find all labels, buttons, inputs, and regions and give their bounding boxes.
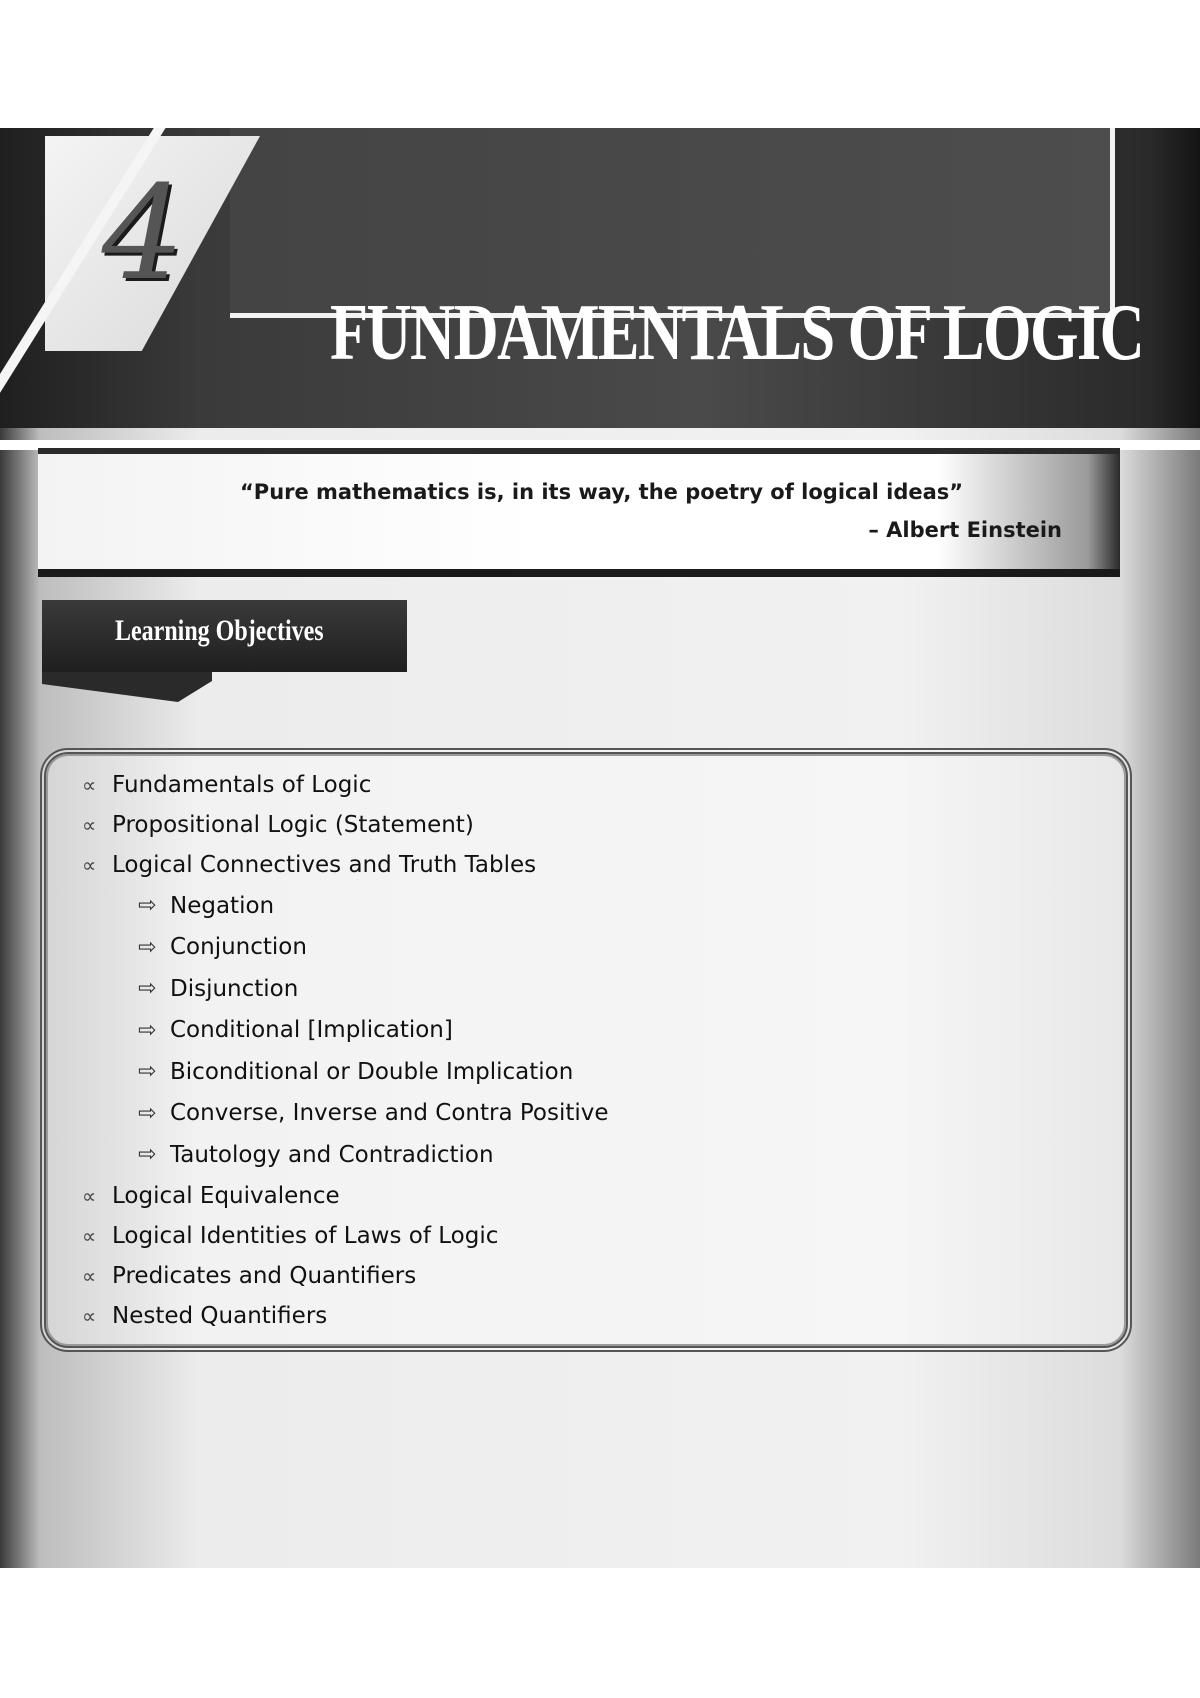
arrow-bullet-icon: ⇨ bbox=[138, 893, 157, 919]
list-item bbox=[82, 1296, 609, 1336]
list-item-label: Logical Equivalence bbox=[112, 1182, 340, 1209]
quote-text: “Pure mathematics is, in its way, the poetry of logical ideas” bbox=[240, 480, 964, 504]
arrow-bullet-icon: ⇨ bbox=[138, 934, 157, 960]
cs-bullet-icon: ∝ bbox=[82, 1263, 97, 1288]
list-item-label: Negation bbox=[170, 892, 275, 919]
list-item bbox=[82, 1134, 609, 1176]
cs-bullet-icon: ∝ bbox=[82, 813, 97, 837]
list-item bbox=[82, 1216, 609, 1256]
list-item-label: Propositional Logic (Statement) bbox=[112, 812, 474, 838]
list-item-label: Tautology and Contradiction bbox=[170, 1141, 494, 1168]
chapter-title: FUNDAMENTALS OF LOGIC bbox=[330, 289, 1144, 377]
objectives-list bbox=[82, 765, 609, 1336]
cs-bullet-icon: ∝ bbox=[82, 1223, 97, 1248]
list-item bbox=[82, 885, 609, 927]
list-item bbox=[82, 805, 609, 845]
list-item-label: Fundamentals of Logic bbox=[112, 772, 372, 798]
list-item-label: Conditional [Implication] bbox=[170, 1017, 453, 1044]
list-item bbox=[82, 1176, 609, 1216]
list-item-label: Logical Identities of Laws of Logic bbox=[112, 1222, 499, 1249]
list-item bbox=[82, 1010, 609, 1052]
quote-author: – Albert Einstein bbox=[868, 518, 1062, 542]
cs-bullet-icon: ∝ bbox=[82, 1303, 97, 1328]
list-item bbox=[82, 968, 609, 1010]
list-item-label: Converse, Inverse and Contra Positive bbox=[170, 1100, 609, 1127]
arrow-bullet-icon: ⇨ bbox=[138, 1017, 157, 1043]
cs-bullet-icon: ∝ bbox=[82, 773, 97, 797]
list-item bbox=[82, 1051, 609, 1093]
list-item bbox=[82, 1256, 609, 1296]
list-item bbox=[82, 927, 609, 969]
quote-box bbox=[38, 448, 1120, 577]
arrow-bullet-icon: ⇨ bbox=[138, 1059, 157, 1085]
list-item-label: Nested Quantifiers bbox=[112, 1302, 328, 1329]
list-item bbox=[82, 845, 609, 885]
learning-objectives-heading: Learning Objectives bbox=[115, 614, 324, 647]
arrow-bullet-icon: ⇨ bbox=[138, 1142, 157, 1168]
list-item-label: Disjunction bbox=[170, 975, 299, 1002]
chapter-number: 4 bbox=[101, 157, 185, 309]
arrow-bullet-icon: ⇨ bbox=[138, 976, 157, 1002]
list-item-label: Predicates and Quantifiers bbox=[112, 1262, 417, 1289]
cs-bullet-icon: ∝ bbox=[82, 1183, 97, 1208]
cs-bullet-icon: ∝ bbox=[82, 853, 97, 877]
list-item bbox=[82, 1093, 609, 1135]
arrow-bullet-icon: ⇨ bbox=[138, 1100, 157, 1126]
list-item-label: Logical Connectives and Truth Tables bbox=[112, 852, 537, 878]
list-item-label: Biconditional or Double Implication bbox=[170, 1058, 574, 1085]
list-item bbox=[82, 765, 609, 805]
list-item-label: Conjunction bbox=[170, 934, 307, 961]
